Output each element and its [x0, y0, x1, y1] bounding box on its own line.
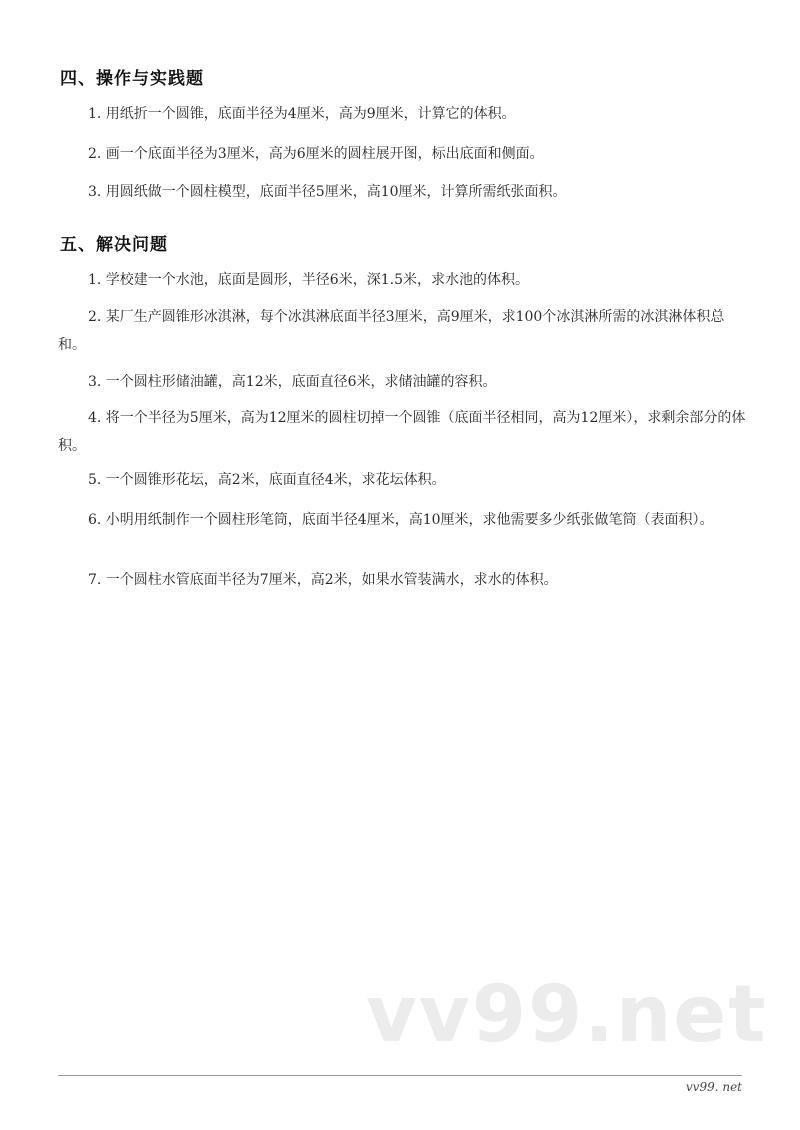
question-item: 1. 用纸折一个圆锥，底面半径为4厘米，高为9厘米，计算它的体积。 [88, 106, 516, 122]
question-item: 3. 一个圆柱形储油罐，高12米，底面直径6米，求储油罐的容积。 [88, 374, 497, 390]
footer-divider [58, 1075, 742, 1076]
question-item: 1. 学校建一个水池，底面是圆形，半径6米，深1.5米，求水池的体积。 [88, 272, 529, 288]
question-item: 5. 一个圆锥形花坛，高2米，底面直径4米，求花坛体积。 [88, 472, 446, 488]
section-title-problems: 五、解决问题 [60, 235, 168, 255]
watermark: vv99.net [366, 970, 768, 1060]
footer-site-label: vv99. net [685, 1080, 742, 1094]
question-item: 4. 将一个半径为5厘米，高为12厘米的圆柱切掉一个圆锥（底面半径相同，高为12厘米），求剩余部分的体积。 [58, 410, 746, 454]
section-title-operations: 四、操作与实践题 [60, 69, 204, 89]
question-item: 2. 某厂生产圆锥形冰淇淋，每个冰淇淋底面半径3厘米，高9厘米，求100个冰淇淋所需的冰淇淋体积总和。 [58, 309, 725, 353]
question-item: 7. 一个圆柱水管底面半径为7厘米，高2米，如果水管装满水，求水的体积。 [88, 572, 558, 588]
question-item: 2. 画一个底面半径为3厘米，高为6厘米的圆柱展开图，标出底面和侧面。 [88, 146, 544, 162]
question-item: 3. 用圆纸做一个圆柱模型，底面半径5厘米，高10厘米，计算所需纸张面积。 [88, 184, 567, 200]
question-item: 6. 小明用纸制作一个圆柱形笔筒，底面半径4厘米，高10厘米，求他需要多少纸张做笔筒（表面积）。 [88, 512, 714, 528]
